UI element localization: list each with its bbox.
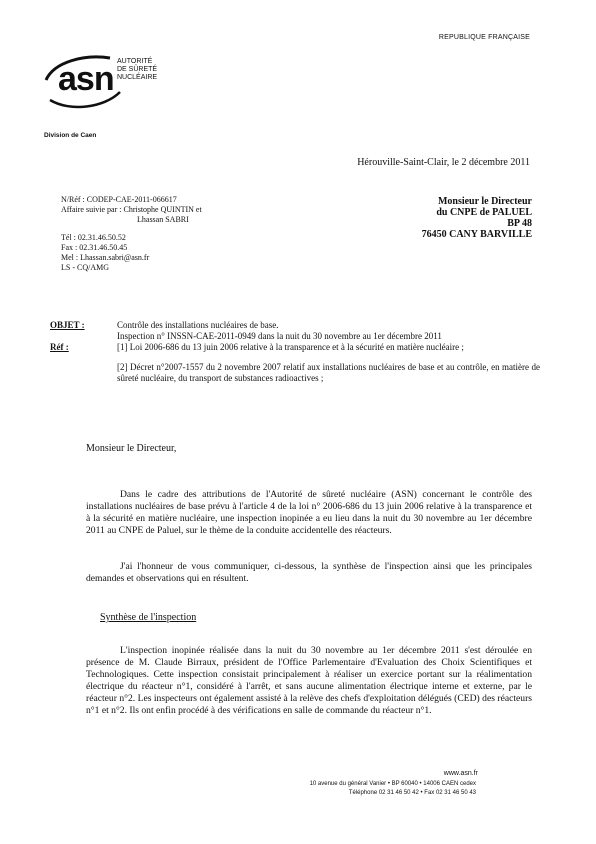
- ref-1: [1] Loi 2006-686 du 13 juin 2006 relative à la transparence et à la sécurité en matière nucléaire ;: [117, 342, 464, 352]
- tel: Tél : 02.31.46.50.52: [61, 233, 126, 242]
- footer-address: 10 avenue du général Vanier • BP 60040 • 14006 CAEN cedex Téléphone 02 31 46 50 42 • Fax 02 31 46 50 43: [309, 781, 476, 796]
- authority-name: AUTORITÉ DE SÛRETÉ NUCLÉAIRE: [117, 58, 158, 81]
- mel: Mel : Lhassan.sabri@asn.fr: [61, 253, 150, 262]
- nref: N/Réf : CODEP-CAE-2011-066617: [61, 195, 177, 204]
- affaire-label: Affaire suivie par :: [61, 205, 122, 214]
- fax: Fax : 02.31.46.50.45: [61, 243, 128, 252]
- affaire-value: Christophe QUINTIN et: [123, 205, 202, 214]
- synthese-paragraph: L'inspection inopinée réalisée dans la nuit du 30 novembre au 1er décembre 2011 s'est déroulée en présence de M. Claude Birraux, président de l'Office Parlementaire d'Evaluation des Choix Scientifiques et Technologiques. Cette inspection consistait principalement à réaliser un exercice portant sur la réalimentation électrique du réacteur n°1, considéré à l'arrêt, et sans aucune alimentation électrique interne et externe, par le réacteur n°2. Les inspecteurs ont également assisté à la relève des chefs d'exploitation délégués (CED) des réacteurs n°1 et n°2. Ils ont enfin procédé à des vérifications en salle de commande du réacteur n°1.: [86, 645, 532, 716]
- paragraph-1: Dans le cadre des attributions de l'Autorité de sûreté nucléaire (ASN) concernant le contrôle des installations nucléaires de base prévu à l'article 4 de la loi n° 2006-686 du 13 juin 2006 relative à la transparence et à la sécurité en matière nucléaire, une inspection inopinée a eu lieu dans la nuit du 30 novembre au 1er décembre 2011 au CNPE de Paluel, sur le thème de la conduite accidentelle des réacteurs.: [86, 489, 532, 536]
- salutation: Monsieur le Directeur,: [86, 443, 177, 454]
- objet: [50, 320, 540, 342]
- place-date: Hérouville-Saint-Clair, le 2 décembre 2011: [357, 157, 530, 168]
- reference-block: [61, 195, 321, 273]
- objet-label: OBJET :: [50, 320, 85, 330]
- objet-line-1: Contrôle des installations nucléaires de base.: [117, 320, 279, 330]
- recipient-address: Monsieur le Directeur du CNPE de PALUEL BP 48 76450 CANY BARVILLE: [421, 196, 532, 240]
- ref-2: [2] Décret n°2007-1557 du 2 novembre 2007 relatif aux installations nucléaires de base et au contrôle, en matière de sûreté nucléaire, du transport de substances radioactives ;: [117, 362, 540, 383]
- objet-line-2: Inspection n° INSSN-CAE-2011-0949 dans la nuit du 30 novembre au 1er décembre 2011: [117, 331, 442, 341]
- references: [50, 342, 540, 384]
- paragraph-2: J'ai l'honneur de vous communiquer, ci-dessous, la synthèse de l'inspection ainsi que les principales demandes et observations qui en résultent.: [86, 561, 532, 584]
- subject-block: [50, 320, 540, 384]
- logo-text: asn: [58, 60, 114, 98]
- republique-francaise: REPUBLIQUE FRANÇAISE: [438, 34, 530, 41]
- section-title: Synthèse de l'inspection: [100, 612, 197, 623]
- affaire-line: [61, 205, 321, 215]
- asn-logo: [40, 52, 190, 112]
- affaire-value-2: Lhassan SABRI: [137, 215, 189, 224]
- ls: LS - CQ/AMG: [61, 263, 110, 272]
- footer-url: www.asn.fr: [443, 770, 478, 777]
- division-name: Division de Caen: [44, 132, 97, 139]
- ref-label: Réf :: [50, 342, 69, 352]
